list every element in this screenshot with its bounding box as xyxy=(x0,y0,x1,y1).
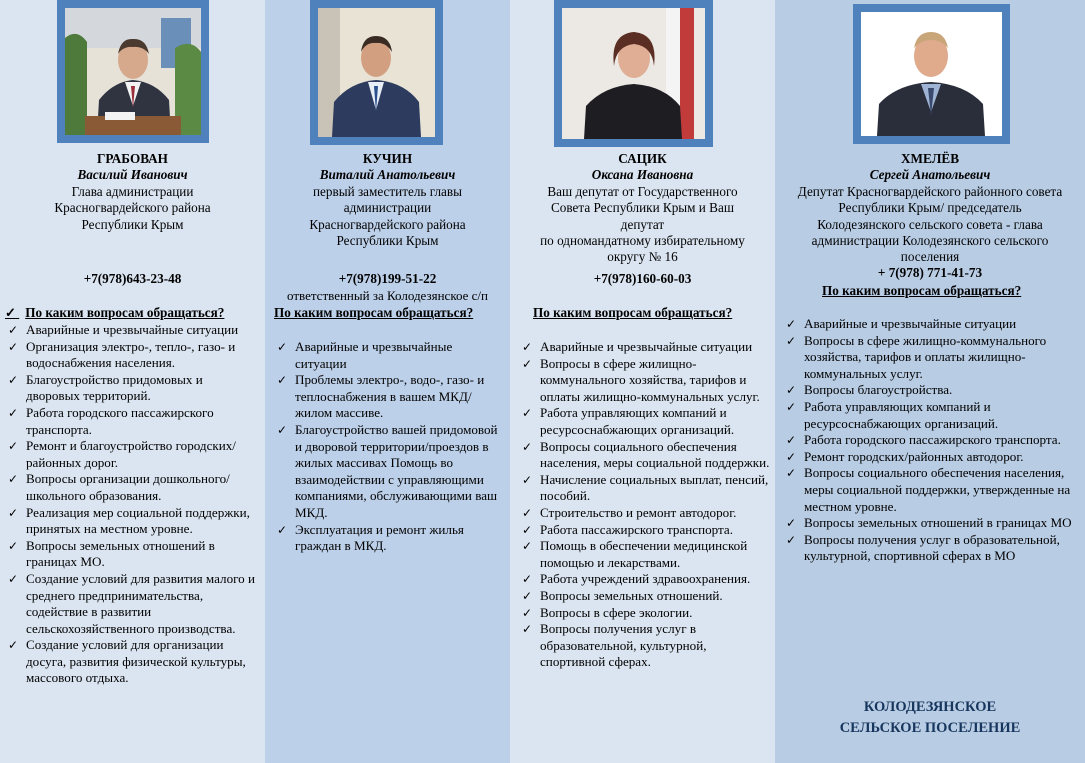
list-item: ✓ Работа управляющих компаний и ресурсоснабжающих организаций. xyxy=(786,398,999,431)
position-line: администрации Колодезянского сельского xyxy=(811,233,1049,249)
list-item: ✓ Вопросы получения услуг в образовательной, культурной, спортивной сферах в МО xyxy=(786,531,1060,564)
position-line: поселения xyxy=(900,249,960,265)
person-surname: КУЧИН xyxy=(362,151,413,166)
check-icon: ✓ xyxy=(786,466,797,481)
list-item: ✓ Аварийные и чрезвычайные ситуации xyxy=(8,322,239,337)
check-icon: ✓ xyxy=(786,317,797,331)
person-header xyxy=(0,151,265,233)
position-line: Колодезянского сельского совета - глава xyxy=(817,216,1043,232)
check-icon: ✓ xyxy=(8,638,19,653)
person-name: Оксана Ивановна xyxy=(591,167,694,183)
settlement-title-line: СЕЛЬСКОЕ ПОСЕЛЕНИЕ xyxy=(839,720,1021,736)
list-item: ✓ Строительство и ремонт автодорог. xyxy=(522,504,737,520)
check-icon: ✓ xyxy=(8,439,19,454)
questions-heading: По каким вопросам обращаться? xyxy=(822,283,1022,298)
position-line: по одномандатному избирательному xyxy=(540,233,745,249)
list-item: ✓ Работа учреждений здравоохранения. xyxy=(522,571,751,587)
list-item: ✓ Создание условий для развития малого и среднего предпринимательства, содействие в развитии сельскохозяйственного производства. xyxy=(8,570,256,636)
position-line: Красногвардейского района xyxy=(309,216,466,232)
list-item: ✓ Организация электро-, тепло-, газо- и водоснабжения населения. xyxy=(8,338,236,371)
list-item: ✓ Помощь в обеспечении медицинской помощью и лекарствами. xyxy=(522,538,748,570)
list-item: ✓ Эксплуатация и ремонт жилья граждан в МКД. xyxy=(277,521,464,554)
person-header xyxy=(265,151,510,249)
list-item: ✓ Работа пассажирского транспорта. xyxy=(522,521,733,537)
position-line: Республики Крым/ председатель xyxy=(838,200,1022,216)
questions-heading: По каким вопросам обращаться? xyxy=(533,305,733,320)
topics-list xyxy=(783,316,1081,565)
check-icon: ✓ xyxy=(786,333,797,348)
list-item: ✓ Реализация мер социальной поддержки, принятых на местном уровне. xyxy=(8,504,250,537)
questions-heading: По каким вопросам обращаться? xyxy=(274,305,474,320)
person-name: Василий Иванович xyxy=(77,167,188,183)
check-icon: ✓ xyxy=(8,571,19,586)
check-icon: ✓ xyxy=(522,522,533,537)
phone-number: +7(978)643-23-48 xyxy=(83,271,182,286)
check-icon: ✓ xyxy=(522,356,533,371)
list-item: ✓ Вопросы социального обеспечения населения, меры социальной поддержки. xyxy=(522,438,770,471)
check-icon: ✓ xyxy=(8,538,19,553)
list-item: ✓ Вопросы благоустройства. xyxy=(786,382,953,398)
list-item: ✓ Аварийные и чрезвычайные ситуации xyxy=(786,316,1017,331)
check-icon: ✓ xyxy=(786,383,797,398)
person-surname: ГРАБОВАН xyxy=(97,151,168,166)
list-item: ✓ Вопросы в сфере жилищно-коммунального хозяйства, тарифов и оплаты жилищно-коммунальных услуг. xyxy=(522,355,760,404)
check-icon: ✓ xyxy=(522,472,533,487)
list-item: ✓ Вопросы в сфере экологии. xyxy=(522,604,693,620)
check-icon: ✓ xyxy=(8,505,19,520)
check-icon: ✓ xyxy=(786,433,797,448)
column-khmelev xyxy=(775,0,1085,763)
position-line: Республики Крым xyxy=(81,216,184,232)
person-surname: ХМЕЛЁВ xyxy=(900,151,959,166)
phone-number: +7(978)160-60-03 xyxy=(593,271,692,286)
photo-frame xyxy=(57,0,209,143)
position-line: Глава администрации xyxy=(71,183,194,199)
check-icon: ✓ xyxy=(786,516,797,531)
position-line: округу № 16 xyxy=(607,249,678,265)
responsible-note: ответственный за Колодезянское с/п xyxy=(287,288,488,303)
check-icon: ✓ xyxy=(786,399,797,414)
check-icon: ✓ xyxy=(522,505,533,520)
column-grabovan xyxy=(0,0,265,763)
list-item: ✓ Работа городского пассажирского транспорта. xyxy=(786,432,1061,448)
check-icon: ✓ xyxy=(522,340,533,354)
photo-frame xyxy=(310,0,443,145)
column-satsik xyxy=(510,0,775,763)
position-line: Республики Крым xyxy=(336,233,439,249)
list-item: ✓ Вопросы земельных отношений в границах МО. xyxy=(8,537,215,570)
photo-frame xyxy=(853,4,1010,144)
list-item: ✓ Вопросы организации дошкольного/школьного образования. xyxy=(8,471,230,503)
position-line: Совета Республики Крым и Ваш xyxy=(551,200,734,216)
topics-list xyxy=(5,322,259,687)
phone-number: + 7(978) 771-41-73 xyxy=(877,265,983,280)
list-item: ✓ Аварийные и чрезвычайные ситуации xyxy=(277,339,453,371)
list-item: ✓ Вопросы земельных отношений. xyxy=(522,587,723,603)
check-icon: ✓ xyxy=(8,323,19,337)
check-icon: ✓ xyxy=(277,422,288,437)
list-item: ✓ Начисление социальных выплат, пенсий, пособий. xyxy=(522,471,769,504)
list-item: ✓ Вопросы в сфере жилищно-коммунального хозяйства, тарифов и оплаты жилищно-коммунальных услуг. xyxy=(786,332,1047,381)
settlement-title xyxy=(775,697,1085,739)
check-icon: ✓ xyxy=(8,472,19,487)
list-item: ✓ Аварийные и чрезвычайные ситуации xyxy=(522,339,753,354)
portrait-khmelev-photo xyxy=(861,12,1002,136)
check-icon: ✓ xyxy=(522,539,533,554)
photo-frame xyxy=(554,0,713,147)
position-line: депутат xyxy=(620,216,665,232)
list-item: ✓ Благоустройство вашей придомовой и дворовой территории/проездов в жилых массивах Помощь во взаимодействии с управляющими компаниями, обслуживающими ваш МКД. xyxy=(277,421,498,520)
check-icon: ✓ xyxy=(786,532,797,547)
portrait-kuchin-photo xyxy=(318,8,435,137)
list-item: ✓ Ремонт городских/районных автодорог. xyxy=(786,448,1024,464)
questions-heading xyxy=(5,305,224,321)
check-icon: ✓ xyxy=(8,339,19,354)
list-item: ✓ Вопросы получения услуг в образовательной, культурной, спортивной сферах. xyxy=(522,621,707,670)
portrait-satsik-photo xyxy=(562,8,705,139)
position-line: Красногвардейского района xyxy=(54,200,211,216)
check-icon: ✓ xyxy=(522,605,533,620)
topics-list xyxy=(274,339,502,555)
check-icon: ✓ xyxy=(5,305,16,320)
check-icon: ✓ xyxy=(277,340,288,354)
list-item: ✓ Создание условий для организации досуга, развития физической культуры, массового отдыха. xyxy=(8,637,246,686)
check-icon: ✓ xyxy=(8,372,19,387)
person-name: Сергей Анатольевич xyxy=(869,167,991,183)
check-icon: ✓ xyxy=(277,522,288,537)
list-item: ✓ Работа городского пассажирского транспорта. xyxy=(8,404,214,437)
person-surname: САЦИК xyxy=(618,151,667,166)
list-item: ✓ Проблемы электро-, водо-, газо- и теплоснабжения в вашем МКД/жилом массиве. xyxy=(277,372,485,421)
person-header xyxy=(775,151,1085,266)
check-icon: ✓ xyxy=(522,622,533,637)
position-line: Ваш депутат от Государственного xyxy=(547,183,738,199)
check-icon: ✓ xyxy=(522,572,533,587)
column-kuchin xyxy=(265,0,510,763)
check-icon: ✓ xyxy=(522,439,533,454)
person-name: Виталий Анатольевич xyxy=(319,167,456,183)
list-item: ✓ Благоустройство придомовых и дворовых территорий. xyxy=(8,371,203,404)
person-header xyxy=(510,151,775,266)
phone-number: +7(978)199-51-22 xyxy=(338,271,437,286)
check-icon: ✓ xyxy=(8,405,19,420)
position-line: администрации xyxy=(343,200,432,216)
check-icon: ✓ xyxy=(786,449,797,464)
list-item: ✓ Работа управляющих компаний и ресурсоснабжающих организаций. xyxy=(522,405,735,437)
list-item: ✓ Вопросы земельных отношений в границах МО xyxy=(786,515,1072,531)
check-icon: ✓ xyxy=(522,588,533,603)
settlement-title-line: КОЛОДЕЗЯНСКОЕ xyxy=(863,699,997,715)
check-icon: ✓ xyxy=(277,373,288,388)
questions-heading-text: По каким вопросам обращаться? xyxy=(25,305,225,320)
list-item: ✓ Вопросы социального обеспечения населения, меры социальной поддержки, утвержденные на местном уровне. xyxy=(786,465,1071,514)
position-line: первый заместитель главы xyxy=(313,183,462,199)
check-icon: ✓ xyxy=(522,406,533,421)
topics-list xyxy=(519,339,771,671)
position-line: Депутат Красногвардейского районного совета xyxy=(797,183,1063,199)
portrait-grabovan-photo xyxy=(65,8,201,135)
list-item: ✓ Ремонт и благоустройство городских/районных дорог. xyxy=(8,438,236,470)
